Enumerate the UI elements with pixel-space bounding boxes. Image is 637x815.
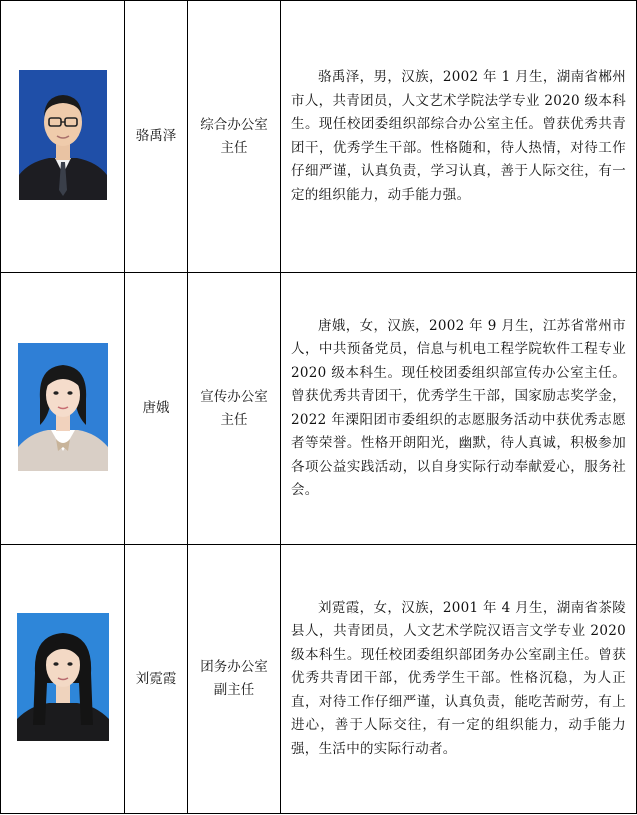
member-bio: 骆禹泽，男，汉族，2002 年 1 月生，湖南省郴州市人，共青团员，人文艺术学院法学专业 2020 级本科生。现任校团委组织部综合办公室主任。曾获优秀共青团干，优秀学生干部。性格随和，待人热情，对待工作仔细严谨，认真负责，学习认真，善于人际交往，有一定的组织能力，动手能力强。	[291, 69, 626, 203]
bio-cell	[281, 545, 637, 814]
member-bio: 刘霓霞，女，汉族，2001 年 4 月生，湖南省茶陵县人，共青团员，人文艺术学院汉语言文学专业 2020 级本科生。现任校团委组织部团务办公室副主任。曾获优秀共青团干部，优秀学生干部。性格沉稳，为人正直，对待工作仔细严谨，认真负责，能吃苦耐劳，有上进心，善于人际交往，有一定的组织能力，动手能力强，生活中的实际行动者。	[291, 599, 626, 757]
member-row	[1, 1, 637, 273]
member-name: 唐娥	[125, 273, 188, 545]
member-position	[188, 545, 281, 814]
member-row	[1, 273, 637, 545]
member-photo	[18, 343, 108, 471]
position-line: 主任	[220, 411, 248, 428]
photo-cell	[1, 1, 125, 273]
position-line: 宣传办公室	[200, 388, 268, 405]
member-row	[1, 545, 637, 814]
position-line: 团务办公室	[200, 659, 268, 675]
bio-cell	[281, 273, 637, 545]
bio-cell	[281, 1, 637, 273]
member-position	[188, 273, 281, 545]
position-line: 主任	[220, 139, 248, 156]
member-photo	[17, 613, 109, 741]
photo-cell	[1, 545, 125, 814]
member-bio: 唐娥，女，汉族，2002 年 9 月生，江苏省常州市人，中共预备党员，信息与机电工程学院软件工程专业 2020 级本科生。现任校团委组织部宣传办公室主任。曾获优秀共青团干，优秀学生干部，国家励志奖学金，2022 年溧阳团市委组织的志愿服务活动中获优秀志愿者等荣誉。性格开朗阳光，幽默，待人真诚，积极参加各项公益实践活动，以自身实际行动奉献爱心，服务社会。	[291, 317, 626, 498]
member-position	[188, 1, 281, 273]
member-photo	[19, 70, 107, 200]
position-line: 副主任	[213, 682, 255, 698]
photo-cell	[1, 273, 125, 545]
member-name: 刘霓霞	[125, 545, 188, 814]
member-name: 骆禹泽	[125, 1, 188, 273]
position-line: 综合办公室	[200, 116, 268, 133]
